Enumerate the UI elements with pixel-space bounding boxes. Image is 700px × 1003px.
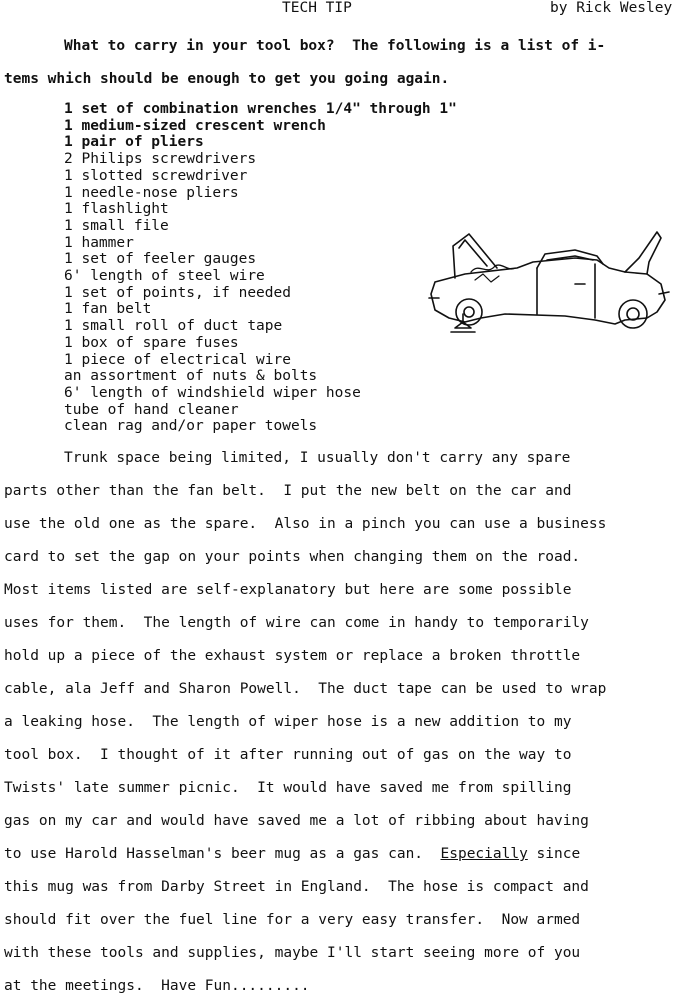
tool-list-item: an assortment of nuts & bolts: [64, 368, 318, 385]
body-line: tool box. I thought of it after running out of gas on the way to: [4, 747, 572, 763]
tool-list-item: 1 set of points, if needed: [64, 284, 291, 301]
tool-list-item: 6' length of windshield wiper hose: [64, 384, 361, 401]
tool-list-item: 6' length of steel wire: [64, 268, 265, 285]
body-line-text: to use Harold Hasselman's beer mug as a gas can.: [4, 846, 424, 862]
intro-line: tems which should be enough to get you going again.: [4, 71, 450, 87]
body-line: Most items listed are self-explanatory but here are some possible: [4, 582, 572, 598]
body-line: a leaking hose. The length of wiper hose is a new addition to my: [4, 714, 572, 730]
tool-list-item: 1 set of feeler gauges: [64, 251, 257, 268]
body-line: uses for them. The length of wire can come in handy to temporarily: [4, 615, 589, 631]
emphasis-word: Especially: [440, 846, 528, 862]
tool-list-item: 1 slotted screwdriver: [64, 167, 248, 184]
body-line: with these tools and supplies, maybe I'll start seeing more of you: [4, 945, 581, 961]
body-line: this mug was from Darby Street in England. The hose is compact and: [4, 879, 589, 895]
body-line: at the meetings. Have Fun.........: [4, 978, 310, 994]
body-line: use the old one as the spare. Also in a pinch you can use a business: [4, 516, 607, 532]
body-line: cable, ala Jeff and Sharon Powell. The duct tape can be used to wrap: [4, 681, 607, 697]
body-line: Trunk space being limited, I usually don't carry any spare: [64, 450, 571, 466]
tool-list-item: tube of hand cleaner: [64, 401, 239, 418]
body-line: card to set the gap on your points when changing them on the road.: [4, 549, 581, 565]
tool-list-item: 1 hammer: [64, 234, 134, 251]
article-title: TECH TIP: [282, 0, 352, 16]
body-paragraph: [4, 442, 696, 1003]
tool-list-item: 1 medium-sized crescent wrench: [64, 117, 326, 134]
tool-list-item: 1 box of spare fuses: [64, 334, 239, 351]
tool-list-item: 1 needle-nose pliers: [64, 184, 239, 201]
tool-list-item: 1 pair of pliers: [64, 134, 204, 151]
car-on-jack-illustration: [425, 228, 673, 348]
tool-list-item: 1 fan belt: [64, 301, 152, 318]
body-line: hold up a piece of the exhaust system or replace a broken throttle: [4, 648, 581, 664]
body-line: gas on my car and would have saved me a lot of ribbing about having: [4, 813, 589, 829]
tool-list-item: 2 Philips screwdrivers: [64, 151, 257, 168]
tool-list: [64, 101, 457, 435]
tool-list-item: 1 small file: [64, 217, 169, 234]
intro-line: What to carry in your tool box? The following is a list of i-: [64, 38, 606, 54]
tool-list-item: clean rag and/or paper towels: [64, 418, 318, 435]
author-byline: by Rick Wesley: [550, 0, 673, 16]
tool-list-item: 1 set of combination wrenches 1/4" through 1": [64, 101, 457, 117]
tool-list-item: 1 flashlight: [64, 201, 169, 218]
tool-list-item: 1 small roll of duct tape: [64, 318, 283, 335]
body-line: Twists' late summer picnic. It would have saved me from spilling: [4, 780, 572, 796]
intro-paragraph: [4, 30, 694, 96]
body-line: parts other than the fan belt. I put the new belt on the car and: [4, 483, 572, 499]
body-line-with-emphasis: [4, 838, 696, 871]
body-line: should fit over the fuel line for a very easy transfer. Now armed: [4, 912, 581, 928]
tool-list-item: 1 piece of electrical wire: [64, 351, 291, 368]
emphasis-after: since: [536, 846, 581, 862]
